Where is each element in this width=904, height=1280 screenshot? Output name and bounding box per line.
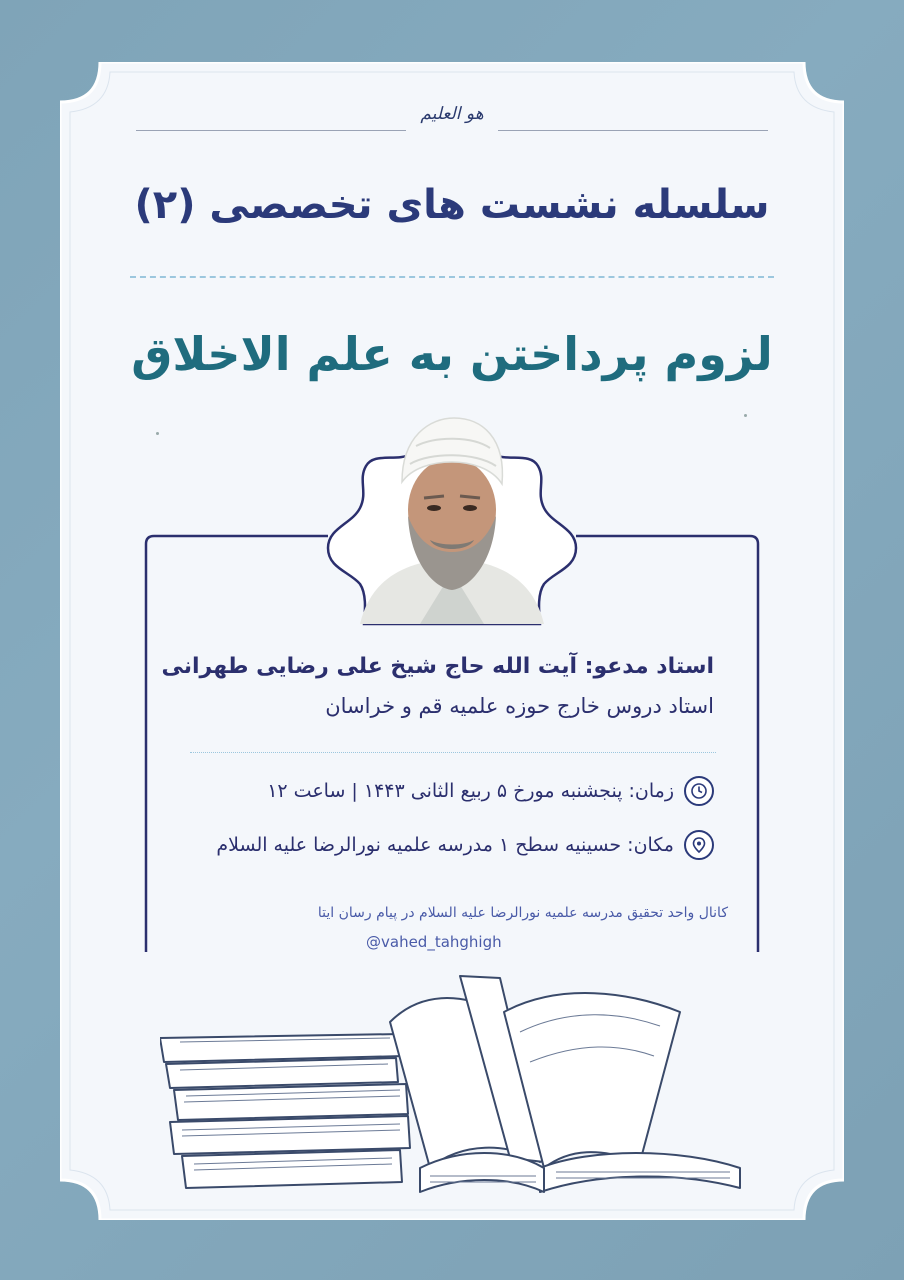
motto-divider-left (136, 130, 406, 131)
time-row (267, 776, 714, 806)
lecture-title: لزوم پرداختن به علم الاخلاق (131, 327, 773, 381)
dashed-divider (130, 276, 774, 278)
speaker-name: استاد مدعو: آیت الله حاج شیخ علی رضایی طهرانی (161, 654, 714, 679)
time-text: زمان: پنجشنبه مورخ ۵ ربیع الثانی ۱۴۴۳ | ساعت ۱۲ (267, 780, 674, 802)
speaker-portrait (350, 412, 554, 624)
series-title: سلسله نشست های تخصصی (۲) (134, 182, 770, 228)
channel-handle[interactable]: @vahed_tahghigh (366, 933, 502, 951)
place-text: مکان: حسینیه سطح ۱ مدرسه علمیه نورالرضا علیه السلام (216, 834, 674, 856)
channel-text: کانال واحد تحقیق مدرسه علمیه نورالرضا علیه السلام در پیام رسان ایتا (317, 905, 728, 921)
location-pin-icon (684, 830, 714, 860)
motto-divider-right (498, 130, 768, 131)
place-row (216, 830, 714, 860)
clock-icon (684, 776, 714, 806)
books-illustration (160, 972, 760, 1202)
motto-text: هو العلیم (420, 104, 484, 124)
decor-dot (156, 432, 159, 435)
info-divider (190, 752, 716, 753)
speaker-role: استاد دروس خارج حوزه علمیه قم و خراسان (325, 694, 714, 718)
poster-card (60, 62, 844, 1220)
decor-dot (744, 414, 747, 417)
